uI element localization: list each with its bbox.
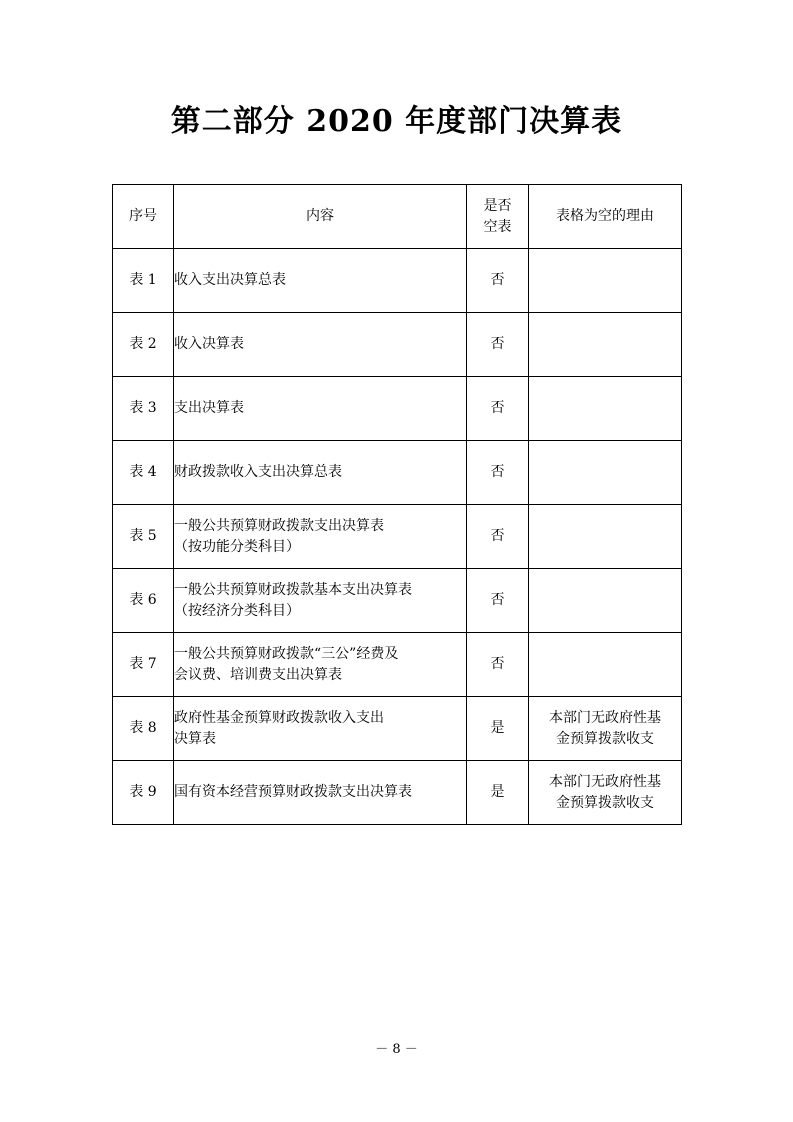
table-row: [113, 441, 682, 505]
row-content-line1: 收入支出决算总表: [174, 272, 286, 288]
page-title: 第二部分 2020 年度部门决算表: [170, 104, 623, 139]
table-header-row: [113, 185, 682, 249]
row-content-line2: （按经济分类科目）: [174, 602, 300, 619]
row-is-empty: 否: [467, 249, 529, 313]
row-reason: [529, 249, 682, 313]
row-content-line2: （按功能分类科目）: [174, 538, 300, 555]
row-content-line1: 一般公共预算财政拨款“三公”经费及: [174, 645, 399, 662]
row-is-empty: 否: [467, 633, 529, 697]
table-row: [113, 761, 682, 825]
table-row: [113, 697, 682, 761]
row-content-line1: 支出决算表: [174, 400, 244, 416]
row-index: 表 4: [113, 441, 174, 505]
row-content: [174, 697, 467, 761]
row-content: [174, 505, 467, 569]
header-is-empty-line1: 是否: [483, 197, 512, 214]
row-index: 表 5: [113, 505, 174, 569]
row-content: [174, 377, 467, 441]
header-reason: 表格为空的理由: [529, 185, 682, 249]
row-content: [174, 313, 467, 377]
page-number: － 8 －: [375, 1042, 418, 1057]
table-row: [113, 313, 682, 377]
row-reason: [529, 377, 682, 441]
header-content: 内容: [174, 185, 467, 249]
row-content: [174, 441, 467, 505]
row-reason-line2: 金预算拨款收支: [556, 730, 654, 747]
row-is-empty: 否: [467, 569, 529, 633]
table-row: [113, 569, 682, 633]
row-is-empty: 否: [467, 505, 529, 569]
row-is-empty: 否: [467, 313, 529, 377]
row-is-empty: 否: [467, 377, 529, 441]
row-content: [174, 633, 467, 697]
row-is-empty: 是: [467, 697, 529, 761]
row-index: 表 8: [113, 697, 174, 761]
row-reason-line1: 本部门无政府性基: [549, 709, 661, 726]
row-index: 表 9: [113, 761, 174, 825]
row-reason: [529, 441, 682, 505]
row-content-line2: 决算表: [174, 730, 216, 747]
row-reason-line1: 本部门无政府性基: [549, 773, 661, 790]
row-is-empty: 否: [467, 441, 529, 505]
row-index: 表 7: [113, 633, 174, 697]
header-is-empty: [467, 185, 529, 249]
row-content-line1: 财政拨款收入支出决算总表: [174, 464, 342, 480]
row-index: 表 1: [113, 249, 174, 313]
row-reason: [529, 697, 682, 761]
row-content-line2: 会议费、培训费支出决算表: [174, 666, 342, 683]
row-reason: [529, 633, 682, 697]
row-reason: [529, 505, 682, 569]
row-content-line1: 收入决算表: [174, 336, 244, 352]
table-row: [113, 505, 682, 569]
row-index: 表 6: [113, 569, 174, 633]
row-reason: [529, 761, 682, 825]
row-content-line1: 一般公共预算财政拨款支出决算表: [174, 517, 384, 534]
row-content-line1: 政府性基金预算财政拨款收入支出: [174, 709, 384, 726]
header-is-empty-line2: 空表: [483, 218, 512, 235]
table-row: [113, 633, 682, 697]
header-index: 序号: [113, 185, 174, 249]
row-content: [174, 569, 467, 633]
row-content-line1: 一般公共预算财政拨款基本支出决算表: [174, 581, 412, 598]
row-reason-line2: 金预算拨款收支: [556, 794, 654, 811]
row-content: [174, 249, 467, 313]
row-content: [174, 761, 467, 825]
tables-index-table: [112, 184, 682, 825]
row-reason: [529, 569, 682, 633]
row-content-line1: 国有资本经营预算财政拨款支出决算表: [174, 784, 412, 800]
row-is-empty: 是: [467, 761, 529, 825]
row-index: 表 2: [113, 313, 174, 377]
row-reason: [529, 313, 682, 377]
table-row: [113, 377, 682, 441]
table-row: [113, 249, 682, 313]
row-index: 表 3: [113, 377, 174, 441]
